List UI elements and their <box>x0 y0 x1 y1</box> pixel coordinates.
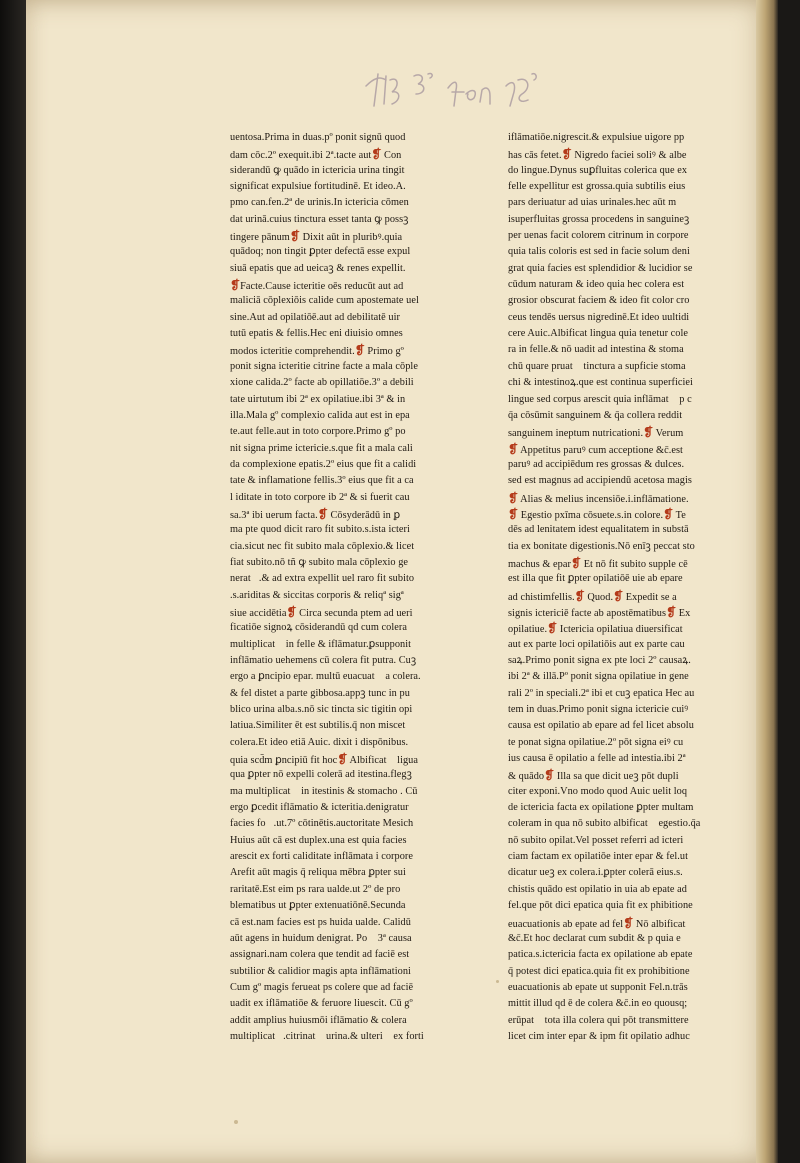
paragraph-mark-icon: ❡ <box>643 425 654 440</box>
paragraph-mark-icon: ❡ <box>547 621 558 636</box>
paragraph-mark-icon: ❡ <box>574 588 585 603</box>
text-line: colera.Et ideo etiā Auic. dixit i dispōnibus. <box>230 736 409 748</box>
text-line: de ictericia facta ex opilatione ꝑpter multam <box>508 802 694 814</box>
text-line: neratᷓ.& ad extra expellit uel raro fit subito <box>230 573 415 585</box>
text-line: ergo a ꝑncipio epar. multū euacuatᷓ a colera. <box>230 671 421 683</box>
paragraph-mark-icon: ❡ <box>317 506 328 521</box>
text-line: cere Auic.Albificat lingua quia tenetur cole <box>508 328 689 340</box>
text-line: & quādo❡ Illa sa que dicit ueꝫ pōt dupli <box>508 768 679 783</box>
paragraph-mark-icon: ❡ <box>666 604 677 619</box>
text-line: est illa que fit ꝑpter opilatiōē uie ab epare <box>508 573 683 585</box>
paragraph-mark-icon: ❡ <box>561 147 572 162</box>
text-line: iflāmatiōe.nigrescit.& expulsiue uigore pp <box>508 132 685 143</box>
text-line: l iditate in toto corpore ib 2ª & si fuerit cau <box>230 491 410 503</box>
text-line: raritatē.Est eim ps rara ualde.ut 2º de pro <box>230 883 401 895</box>
text-line: grat quia facies est splendidior & lucidior se <box>508 262 693 274</box>
text-line: Arefit aūt magis q̄ reliqua mēbra ꝑpter sui <box>230 867 406 879</box>
text-line: opilatiue.❡ Ictericia opilatiua diuersificatᷓ <box>508 621 691 636</box>
text-line: inflāmatio uehemens cū colera fit putra. Cuꝫ <box>230 655 417 666</box>
text-line: causa est opilatio ab epare ad fel licet absolu <box>508 720 694 732</box>
paragraph-mark-icon: ❡ <box>286 604 297 619</box>
text-line: quia scd̄m ꝑncipiū fit hoc❡ Albificatᷓ ligua <box>230 752 418 767</box>
text-line: sed est magnus ad accipiendū acetosa magis <box>508 475 692 487</box>
paper-speck <box>496 980 499 983</box>
text-line: ceus tendēs uersus nigredinē.Et ideo uultidi <box>508 311 690 323</box>
paragraph-mark-icon: ❡ <box>508 490 519 505</box>
text-line: has cās fetet.❡ Nigredo faciei soliꝰ & albe <box>508 147 687 162</box>
paragraph-mark-icon: ❡ <box>613 588 624 603</box>
text-line: te.aut felle.aut in toto corpore.Primo gº po <box>230 426 406 438</box>
handwritten-note-icon <box>356 66 556 116</box>
text-line: patica.s.ictericia facta ex opilatione ab epate <box>508 949 693 961</box>
text-line: siuā epatis que ad ueicaꝫ & renes expellit. <box>230 262 406 274</box>
text-line: signis ictericiē facte ab apostēmatibus❡ Ex <box>508 604 691 619</box>
text-line: da complexione epatis.2º eius que fit a calidi <box>230 458 417 470</box>
right-text-column <box>508 130 734 1045</box>
text-line: te ponat signa opilatiue.2º pōt signa eiꝰ cu <box>508 736 684 748</box>
text-line: euacuationis ab epate ad fel❡ Nō albificatᷓ <box>508 915 694 930</box>
text-line: ciam factam ex opilatiōe inter epar & fel.ut <box>508 851 689 863</box>
text-line: ra in felle.& nō uadit ad intestina & stoma <box>508 344 684 356</box>
text-line: coleram in qua nō subito albificatᷓ egestio.q̄a <box>508 818 701 830</box>
paragraph-mark-icon: ❡ <box>289 229 300 244</box>
text-line: modos icteritie comprehendit.❡ Primo gº <box>230 343 404 358</box>
text-line: tutū epatis & fellis.Hec eni diuisio omnes <box>230 328 403 340</box>
text-line: tingere pānum❡ Dixit aūt in pluribꝰ.quia <box>230 229 403 244</box>
text-line: pars deriuatur ad uias urinales.hec aūt m <box>508 197 677 209</box>
text-line: mittit illud qd ē de colera &c̄.in eo quousq; <box>508 998 688 1010</box>
left-text-column <box>230 130 466 1045</box>
text-line: quia talis coloris est sed in facie solum deni <box>508 246 690 258</box>
paragraph-mark-icon: ❡ <box>508 441 519 456</box>
paper-speck <box>234 1120 238 1124</box>
text-line: per uenas facit colorem citrinum in corpore <box>508 230 689 242</box>
text-line: ❡ Alias & melius incensiōe.i.inflāmatione. <box>508 490 689 505</box>
text-line: multiplicatᷓ in felle & iflāmatur.ꝑsupponit <box>230 638 412 650</box>
text-line: paruꝰ ad accipiēdum res grossas & dulces. <box>508 458 685 470</box>
text-line: dat urinā.cuius tinctura esset tanta ꝙ possꝫ <box>230 213 409 225</box>
text-line: arescit ex forti caliditate inflāmata i corpore <box>230 851 414 863</box>
paragraph-mark-icon: ❡ <box>544 768 555 783</box>
text-line: nit signa prime ictericie.s.que fit a mala cali <box>230 442 413 454</box>
text-line: q̄a cōsūmit sanguinem & q̄a collera reddit <box>508 409 683 421</box>
text-line: addit amplius huiusmōi iflāmatio & colera <box>230 1014 407 1026</box>
text-line: ad chistimfellis.❡ Quod.❡ Expedit se a <box>508 588 677 603</box>
paragraph-mark-icon: ❡ <box>230 278 241 293</box>
book-spine-shadow <box>0 0 26 1163</box>
text-line: tem in duas.Primo ponit signa ictericie cuiꝰ <box>508 704 689 716</box>
paragraph-mark-icon: ❡ <box>570 555 582 570</box>
text-line: pmo can.fen.2ª de urinis.In ictericia cōmen <box>230 197 409 209</box>
text-line: chistis quādo est opilatio in uia ab epate ad <box>508 883 687 895</box>
text-line: tia ex bonitate digestionis.Nō enīꝫ peccat sto <box>508 540 695 552</box>
paragraph-mark-icon: ❡ <box>623 915 634 930</box>
paragraph-mark-icon: ❡ <box>371 147 382 162</box>
text-line: cā est.nam facies est ps huida ualde. Calidū <box>230 916 411 928</box>
text-line: latiua.Similiter ēt est subtilis.q̄ non miscetᷓ <box>230 720 414 732</box>
text-line: dam cōc.2º exequit.ibi 2ª.tacte aut❡ Con <box>230 147 402 162</box>
paragraph-mark-icon: ❡ <box>663 506 674 521</box>
text-line: felle expellitur est grossa.quia subtilis eius <box>508 181 686 193</box>
text-line: quādoq; non tingit ꝑpter defectā esse expul <box>230 246 411 258</box>
text-line: ma pte quod dicit raro fit subito.s.ista icteri <box>230 524 410 536</box>
text-line: ❡Facte.Cause icteritie oēs reducūt aut ad <box>230 278 404 293</box>
marginal-note <box>356 66 556 116</box>
text-line: &c̄.Et hoc declarat cum subdit & p quia e <box>508 932 681 944</box>
text-line: significat expulsiue fortitudinē. Et ideo.A. <box>230 181 406 193</box>
text-line: licet cim inter epar & ipm fit opilatio adhuc <box>508 1030 690 1042</box>
manuscript-page <box>26 0 778 1163</box>
text-line: assignari.nam colera que tendit ad faciē est <box>230 949 410 961</box>
text-line: erūpatᷓ tota illa colera qui pōt transmittere <box>508 1014 689 1026</box>
text-line: dēs ad lenitatem idest equalitatem in substā <box>508 524 689 536</box>
text-line: fiat subito.nō tñ ꝙ subito mala cōplexio ge <box>230 556 409 568</box>
text-line: multiplicatᷓ.citrinatᷓ urina.& ulteriꝰ ex forti <box>230 1030 424 1042</box>
text-line: & fel distet a parte gibbosa.appꝫ tunc in pu <box>230 687 410 699</box>
text-line: ponit signa icteritie citrine facte a mala cōple <box>230 360 418 372</box>
text-line: aut ex parte loci opilatiōis aut ex parte cau <box>508 638 685 650</box>
text-line: grosior obscurat faciem & ideo fit color cro <box>508 295 690 307</box>
paragraph-mark-icon: ❡ <box>337 752 348 767</box>
text-line: q̄ potest dici epatica.quia fit ex prohibitione <box>508 965 690 977</box>
text-line: ❡ Appetitus paruꝰ cum acceptione &c̄.est <box>508 441 683 456</box>
text-line: ficatiōe signoꝝ cōsiderandū qd cum colera <box>230 622 407 634</box>
text-line: cūdum naturam & ideo quia hec colera est <box>508 279 685 291</box>
paragraph-mark-icon: ❡ <box>354 343 365 358</box>
text-line: chi & intestinoꝝ.que est continua superficiei <box>508 377 693 389</box>
paragraph-mark-icon: ❡ <box>508 506 519 521</box>
text-line: subtilior & calidior magis apta inflāmationi <box>230 965 411 977</box>
text-line: machus & epar❡ Et nō fit subito supple cē <box>508 555 688 570</box>
text-line: illa.Mala gº complexio calida aut est in epa <box>230 409 410 421</box>
text-line: ❡ Egestio pxīma cōsuete.s.in colore.❡ Te <box>508 506 686 521</box>
page-fore-edge <box>756 0 778 1163</box>
text-line: .s.ariditas & siccitas corporis & reliqª sigª <box>230 589 404 601</box>
text-line: Huius aūt cā est duplex.una est quia facies <box>230 834 407 846</box>
text-line: euacuationis ab epate ut supponit Fel.n.trās <box>508 981 688 993</box>
text-line: ergo ꝑcedit iflāmatio & icteritia.denigratur <box>230 802 409 814</box>
text-line: sanguinem ineptum nutricationi.❡ Verum <box>508 425 684 440</box>
text-line: ibi 2ª & illā.Pº ponit signa opilatiue in gene <box>508 671 689 683</box>
text-line: ius causa ē opilatio a felle ad intestia.ibi 2ª <box>508 753 686 765</box>
text-line: uadit ex iflāmatiōe & feruore liuescit. Cū gº <box>230 998 413 1010</box>
text-line: do lingue.Dynus suꝑfluitas colerica que ex <box>508 164 688 176</box>
text-line: cia.sicut nec fit subito mala cōplexio.& licet <box>230 540 415 552</box>
text-line: sa.3ª ibi uerum facta.❡ Cōsyderādū in ꝑ <box>230 506 401 521</box>
text-line: tate & inflamatione fellis.3º eius que fit a ca <box>230 475 414 487</box>
text-line: dicatur ueꝫ ex colera.i.ꝑpter colerā eius.s. <box>508 867 683 879</box>
text-line: fel.que pōt dici epatica quia fit ex phibitione <box>508 900 693 912</box>
text-line: lingue sed corpus arescit quia inflāmatᷓ p c <box>508 393 692 405</box>
text-line: maliciā cōplexiōis calide cum apostemate uel <box>230 295 419 307</box>
text-line: saꝝ.Primo ponit signa ex pte loci 2º causaꝝ. <box>508 655 691 666</box>
text-line: tate uirtutum ibi 2ª ex opilatiue.ibi 3ª & in <box>230 393 406 405</box>
text-line: Cum gº magis ferueat ps colere que ad faciē <box>230 981 414 993</box>
text-line: chū quare pruatᷓ tinctura a supficie stoma <box>508 360 686 372</box>
text-line: nō subito opilat.Vel posset referri ad icteri <box>508 834 684 846</box>
text-line: blico urina alba.s.nō sic tincta sic tigitin opi <box>230 704 413 716</box>
text-line: blematibus ut ꝑpter extenuatiōnē.Secunda <box>230 900 406 912</box>
text-line: ma multiplicatᷓ in itestinis & stomacho . Cū <box>230 785 418 797</box>
text-line: aūt agens in huidum denigrat. Poᷓ 3ª causa <box>230 932 412 944</box>
text-line: rali 2º in speciali.2ª ibi et cuꝫ epatica Hec au <box>508 687 695 699</box>
text-line: siderandū ꝙ quādo in ictericia urina tingit <box>230 164 405 176</box>
text-line: isuperfluitas grossa procedens in sanguineꝫ <box>508 213 690 225</box>
text-line: facies foᷓ.ut.7º cōtinētis.auctoritate Mesich <box>230 818 414 830</box>
text-line: qua ꝑpter nō expelli colerā ad itestina.flegꝫ <box>230 769 412 781</box>
text-line: uentosa.Prima in duas.pº ponit signū quod <box>230 132 406 143</box>
text-line: siue accidētia❡ Circa secunda ptem ad ueri <box>230 604 413 619</box>
text-line: xione calida.2º facte ab opillatiōe.3º a debili <box>230 377 414 389</box>
text-line: citer exponi.Vno modo quod Auic uelit loq <box>508 785 688 797</box>
text-line: sine.Aut ad opilatiōē.aut ad debilitatē uir <box>230 311 400 323</box>
